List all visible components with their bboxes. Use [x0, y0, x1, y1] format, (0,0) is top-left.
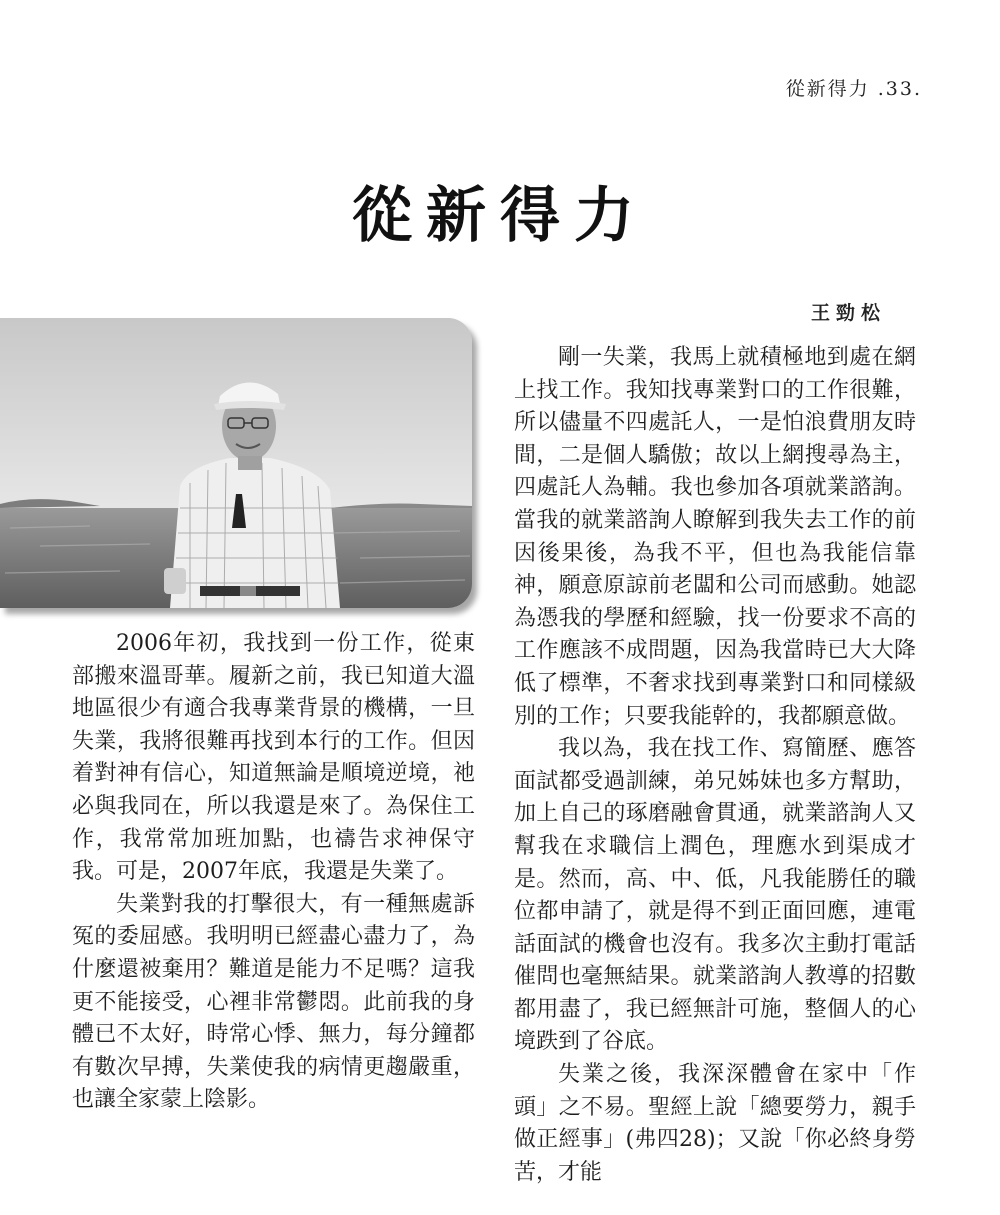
running-head: 從新得力 .33.: [785, 78, 922, 100]
photo-of-author-at-seashore-icon: [0, 318, 472, 608]
author-name: 王勁松: [810, 302, 886, 324]
left-paragraph-1: 2006年初，我找到一份工作，從東部搬來溫哥華。履新之前，我已知道大溫地區很少有適合我專業背景的機構，一旦失業，我將很難再找到本行的工作。但因着對神有信心，知道無論是順境逆境，祂必與我同在，所以我還是來了。為保住工作，我常常加班加點，也禱告求神保守我。可是，2007年底，我還是失業了。: [72, 631, 475, 885]
right-paragraph-2: 我以為，我在找工作、寫簡歷、應答面試都受過訓練，弟兄姊妹也多方幫助，加上自己的琢磨融會貫通，就業諮詢人又幫我在求職信上潤色，理應水到渠成才是。然而，高、中、低，凡我能勝任的職位都申請了，就是得不到正面回應，連電話面試的機會也沒有。我多次主動打電話催問也毫無結果。就業諮詢人教導的招數都用盡了，我已經無計可施，整個人的心境跌到了谷底。: [514, 736, 916, 1055]
right-paragraph-3: 失業之後，我深深體會在家中「作頭」之不易。聖經上說「總要勞力，親手做正經事」(弗四28)；又說「你必終身勞苦，才能: [514, 1062, 916, 1185]
right-column: [514, 342, 916, 1189]
right-paragraph-1: 剛一失業，我馬上就積極地到處在網上找工作。我知找專業對口的工作很難，所以儘量不四處託人，一是怕浪費朋友時間，二是個人驕傲；故以上網搜尋為主，四處託人為輔。我也參加各項就業諮詢。當我的就業諮詢人瞭解到我失去工作的前因後果後，為我不平，但也為我能信靠神，願意原諒前老闆和公司而感動。她認為憑我的學歷和經驗，找一份要求不高的工作應該不成問題，因為我當時已大大降低了標準，不奢求找到專業對口和同樣級別的工作；只要我能幹的，我都願意做。: [514, 345, 916, 729]
author-photo: [0, 318, 472, 608]
left-paragraph-2: 失業對我的打擊很大，有一種無處訴冤的委屈感。我明明已經盡心盡力了，為什麼還被棄用？難道是能力不足嗎？這我更不能接受，心裡非常鬱悶。此前我的身體已不太好，時常心悸、無力，每分鐘都有數次早搏，失業使我的病情更趨嚴重，也讓全家蒙上陰影。: [72, 891, 475, 1113]
left-column: [72, 628, 475, 1117]
article-title: 從新得力: [352, 181, 648, 251]
